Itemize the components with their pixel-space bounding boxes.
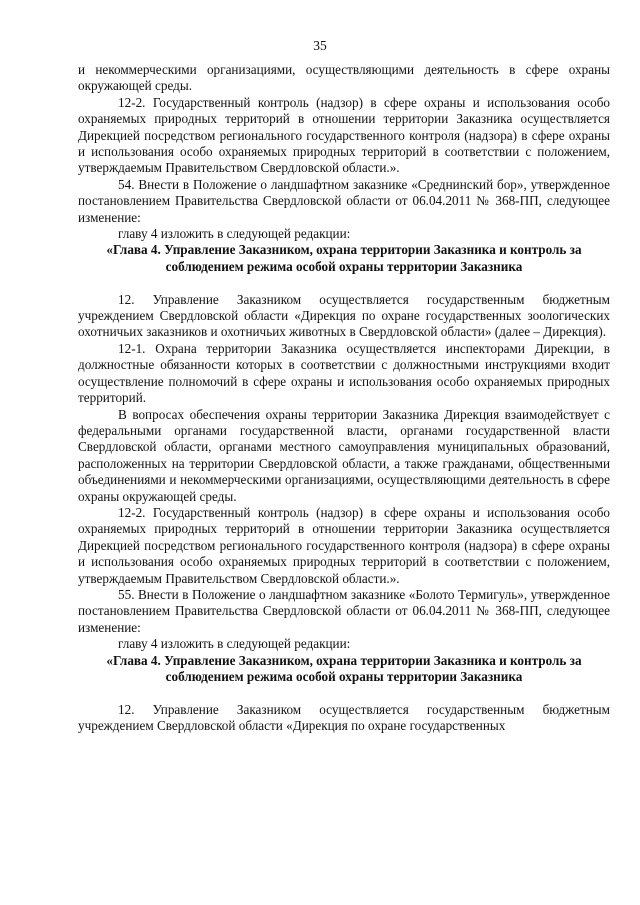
paragraph: 12-1. Охрана территории Заказника осуществляется инспекторами Дирекции, в должностные обязанности которых в соответствии с должностными инструкциями входит осуществление полномочий в сфере охраны и использования особо охраняемых природных территорий. [78, 340, 610, 406]
chapter-heading: «Глава 4. Управление Заказником, охрана территории Заказника и контроль за соблюдением режима особой охраны территории Заказника [106, 652, 582, 685]
paragraph: 12. Управление Заказником осуществляется государственным бюджетным учреждением Свердловской области «Дирекция по охране государственных [78, 701, 610, 734]
paragraph: главу 4 изложить в следующей редакции: [118, 226, 351, 242]
paragraph: 12-2. Государственный контроль (надзор) в сфере охраны и использования особо охраняемых природных территорий в отношении территории Заказника осуществляется Дирекцией посредством регионального государственного контроля (надзора) в сфере охраны и использования особо охраняемых природных территорий в соответствии с положением, утверждаемым Правительством Свердловской области.». [78, 504, 610, 586]
paragraph: 55. Внести в Положение о ландшафтном заказнике «Болото Термигуль», утвержденное постановлением Правительства Свердловской области от 06.04.2011 № 368-ПП, следующее изменение: [78, 586, 610, 635]
document-body [78, 62, 610, 735]
paragraph: главу 4 изложить в следующей редакции: [118, 636, 351, 652]
blank-line [78, 275, 610, 291]
paragraph: и некоммерческими организациями, осуществляющими деятельность в сфере охраны окружающей среды. [78, 62, 610, 94]
paragraph: В вопросах обеспечения охраны территории Заказника Дирекция взаимодействует с федеральными органами государственной власти, органами государственной власти Свердловской области, органами местного самоуправления муниципальных образований, расположенных на территории Свердловской области, а также гражданами, общественными объединениями и некоммерческими организациями, осуществляющими деятельность в сфере охраны окружающей среды. [78, 406, 610, 504]
page-number: 35 [313, 38, 327, 53]
chapter-heading: «Глава 4. Управление Заказником, охрана территории Заказника и контроль за соблюдением режима особой охраны территории Заказника [106, 242, 582, 274]
blank-line [78, 685, 610, 701]
paragraph: 12-2. Государственный контроль (надзор) в сфере охраны и использования особо охраняемых природных территорий в отношении территории Заказника осуществляется Дирекцией посредством регионального государственного контроля (надзора) в сфере охраны и использования особо охраняемых природных территорий в соответствии с положением, утверждаемым Правительством Свердловской области.». [78, 94, 610, 176]
paragraph: 12. Управление Заказником осуществляется государственным бюджетным учреждением Свердловской области «Дирекция по охране государственных зоологических охотничьих заказников и охотничьих животных в Свердловской области» (далее – Дирекция). [78, 291, 610, 340]
paragraph: 54. Внести в Положение о ландшафтном заказнике «Среднинский бор», утвержденное постановлением Правительства Свердловской области от 06.04.2011 № 368-ПП, следующее изменение: [78, 176, 610, 225]
